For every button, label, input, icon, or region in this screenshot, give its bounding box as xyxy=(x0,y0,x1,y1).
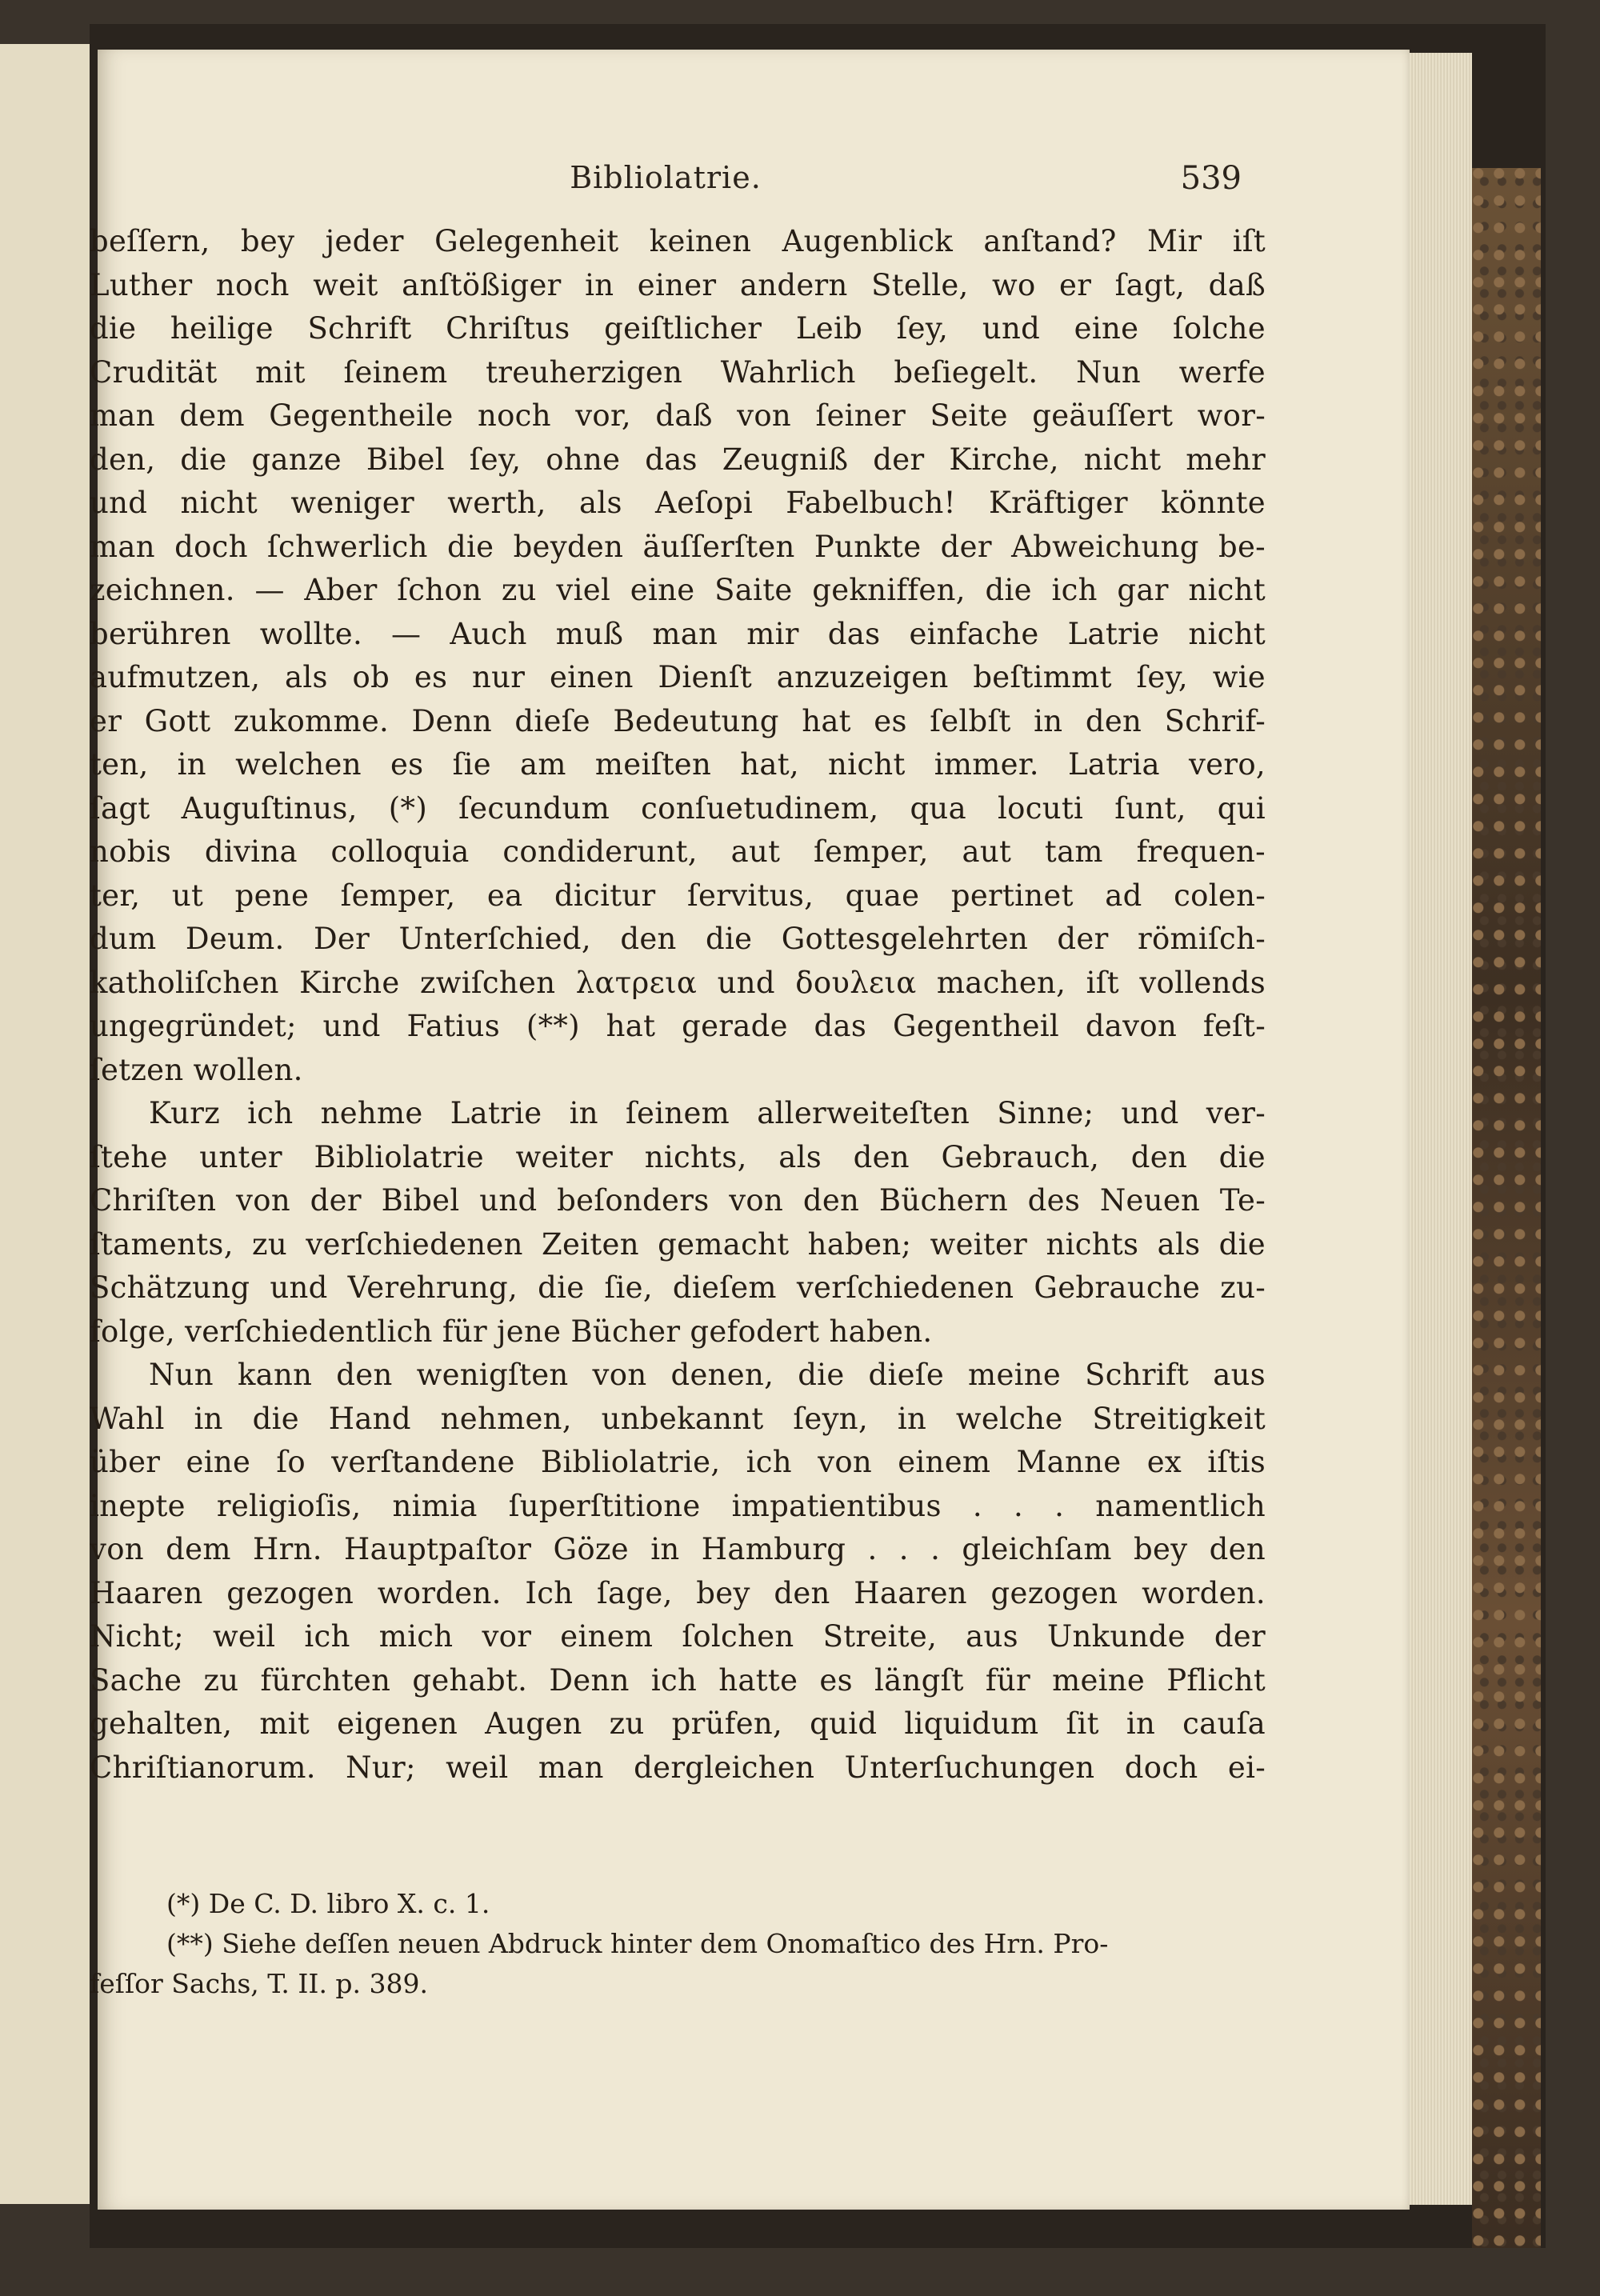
text-line: Sache zu fürchten gehabt. Denn ich hatte es längſt für meine Pflicht xyxy=(90,1662,1266,1698)
text-line: Crudität mit ſeinem treuherzigen Wahrlich beſiegelt. Nun werfe xyxy=(90,354,1266,390)
footnote-2-continuation: feſſor Sachs, T. II. p. 389. xyxy=(90,1968,429,1999)
text-line: inepte religioſis, nimia ſuperſtitione impatientibus . . . namentlich xyxy=(90,1488,1266,1523)
text-line: Haaren gezogen worden. Ich ſage, bey den Haaren gezogen worden. xyxy=(90,1575,1266,1610)
page-number: 539 xyxy=(1180,160,1242,197)
text-line: ſagt Auguſtinus, (*) ſecundum conſuetudinem, qua locuti ſunt, qui xyxy=(90,790,1266,826)
text-line: Luther noch weit anſtößiger in einer andern Stelle, wo er ſagt, daß xyxy=(90,267,1266,302)
text-line: dum Deum. Der Unterſchied, den die Gottesgelehrten der römiſch- xyxy=(90,922,1266,956)
text-line: über eine ſo verſtandene Bibliolatrie, ich von einem Manne ex iſtis xyxy=(90,1445,1266,1479)
marbled-endpaper xyxy=(1472,168,1541,2248)
footnotes xyxy=(90,1884,1266,2004)
page-block-edges xyxy=(1410,53,1472,2205)
text-line: nobis divina colloquia condiderunt, aut ſemper, aut tam frequen- xyxy=(90,834,1266,869)
page-header xyxy=(90,160,1242,208)
text-line: ungegründet; und Fatius (**) hat gerade das Gegentheil davon feſt- xyxy=(90,1009,1266,1043)
running-head: Bibliolatrie. xyxy=(570,160,762,195)
text-line: aufmutzen, als ob es nur einen Dienſt anzuzeigen beſtimmt ſey, wie xyxy=(90,660,1266,694)
text-line: berühren wollte. — Auch muß man mir das einfache Latrie nicht xyxy=(90,616,1266,651)
footnote-2: (**) Siehe deſſen neuen Abdruck hinter dem Onomaſtico des Hrn. Pro- xyxy=(166,1928,1109,1959)
main-text xyxy=(90,220,1266,1790)
text-line: man doch ſchwerlich die beyden äuſſerſten Punkte der Abweichung be- xyxy=(90,529,1266,564)
text-line: Nun kann den wenigſten von denen, die dieſe meine Schrift aus xyxy=(149,1358,1266,1392)
text-line: die heilige Schrift Chriſtus geiſtlicher Leib ſey, und eine ſolche xyxy=(90,311,1266,346)
text-line: den, die ganze Bibel ſey, ohne das Zeugniß der Kirche, nicht mehr xyxy=(90,442,1266,477)
text-line: folge, verſchiedentlich für jene Bücher gefodert haben. xyxy=(90,1314,933,1349)
text-line: ſetzen wollen. xyxy=(90,1052,303,1087)
text-line: Schätzung und Verehrung, die ſie, dieſem verſchiedenen Gebrauche zu- xyxy=(90,1270,1266,1305)
text-line: ten, in welchen es ſie am meiſten hat, nicht immer. Latria vero, xyxy=(90,747,1266,782)
text-line: und nicht weniger werth, als Aeſopi Fabelbuch! Kräftiger könnte xyxy=(90,486,1266,520)
footnote-1: (*) De C. D. libro X. c. 1. xyxy=(166,1888,490,1919)
text-line: katholiſchen Kirche zwiſchen λατρεια und δουλεια machen, iſt vollends xyxy=(90,965,1266,1000)
text-line: ter, ut pene ſemper, ea dicitur ſervitus, quae pertinet ad colen- xyxy=(90,878,1266,913)
text-line: Chriſtianorum. Nur; weil man dergleichen Unterſuchungen doch ei- xyxy=(90,1750,1266,1785)
text-line: gehalten, mit eigenen Augen zu prüfen, quid liquidum ſit in cauſa xyxy=(90,1706,1266,1741)
facing-page-edge xyxy=(0,44,91,2204)
text-line: Wahl in die Hand nehmen, unbekannt ſeyn, in welche Streitigkeit xyxy=(90,1401,1266,1436)
text-line: zeichnen. — Aber ſchon zu viel eine Saite gekniffen, die ich gar nicht xyxy=(90,573,1266,607)
text-line: Chriſten von der Bibel und beſonders von den Büchern des Neuen Te- xyxy=(90,1183,1266,1218)
text-line: Kurz ich nehme Latrie in ſeinem allerweiteſten Sinne; und ver- xyxy=(149,1096,1266,1130)
text-line: ſtehe unter Bibliolatrie weiter nichts, als den Gebrauch, den die xyxy=(90,1139,1266,1174)
text-line: man dem Gegentheile noch vor, daß von ſeiner Seite geäuſſert wor- xyxy=(90,398,1266,433)
text-line: beſſern, bey jeder Gelegenheit keinen Augenblick anſtand? Mir iſt xyxy=(90,224,1266,258)
text-line: von dem Hrn. Hauptpaſtor Göze in Hamburg . . . gleichſam bey den xyxy=(90,1532,1266,1566)
text-line: ſtaments, zu verſchiedenen Zeiten gemacht haben; weiter nichts als die xyxy=(90,1226,1266,1262)
text-line: er Gott zukomme. Denn dieſe Bedeutung hat es ſelbſt in den Schrif- xyxy=(90,703,1266,738)
text-line: Nicht; weil ich mich vor einem ſolchen Streite, aus Unkunde der xyxy=(90,1619,1266,1654)
